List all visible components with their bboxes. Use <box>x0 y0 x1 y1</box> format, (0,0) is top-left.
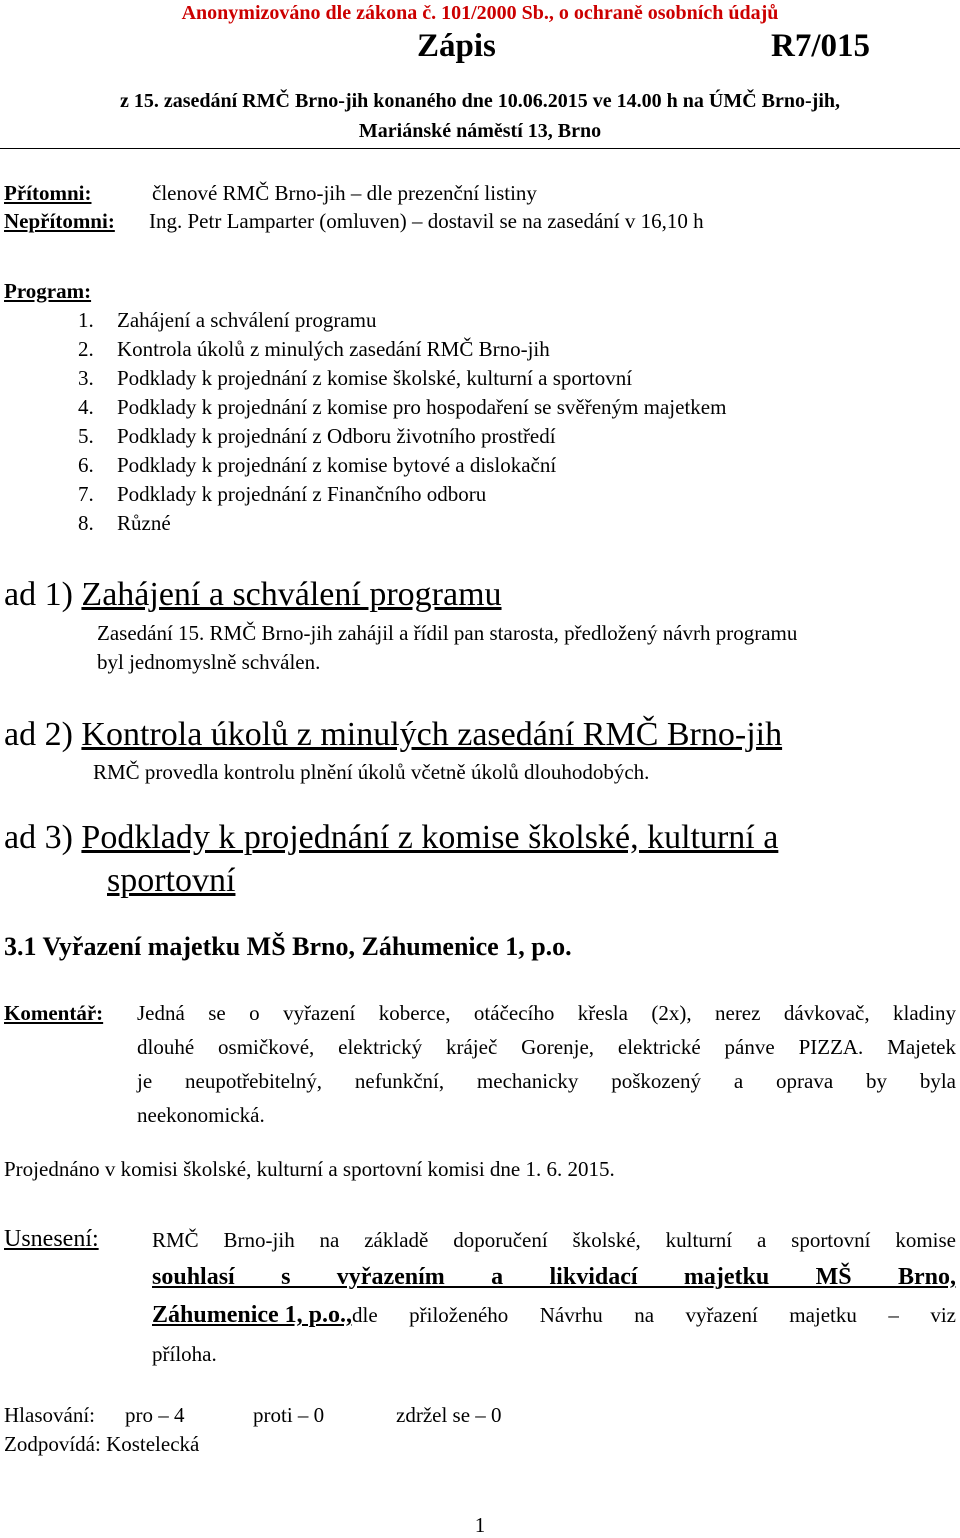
program-item-number: 7. <box>78 482 94 506</box>
program-item <box>78 511 171 536</box>
present-label: Přítomni: <box>4 181 92 205</box>
program-item-text: Zahájení a schválení programu <box>117 308 377 332</box>
present-value: členové RMČ Brno-jih – dle prezenční listiny <box>152 181 537 205</box>
resolution-subject: Záhumenice 1, p.o., <box>152 1302 353 1328</box>
comment-line: je neupotřebitelný, nefunkční, mechanicky poškozený a oprava by byla <box>137 1069 956 1093</box>
program-item-text: Podklady k projednání z Finančního odboru <box>117 482 487 506</box>
program-item <box>78 482 487 507</box>
program-item <box>78 395 727 420</box>
program-item-number: 1. <box>78 308 94 332</box>
responsible-person: Zodpovídá: Kostelecká <box>4 1432 200 1456</box>
section-prefix: ad 2) <box>4 716 82 753</box>
comment-line: dlouhé osmičkové, elektrický kráječ Gorenje, elektrické pánve PIZZA. Majetek <box>137 1035 956 1059</box>
document-title: Zápis <box>417 28 496 64</box>
section-heading-ad1 <box>4 576 502 614</box>
program-item-text: Podklady k projednání z komise školské, kulturní a sportovní <box>117 366 633 390</box>
program-item-text: Podklady k projednání z komise pro hospodaření se svěřeným majetkem <box>117 395 727 419</box>
absent-label: Nepřítomni: <box>4 209 115 233</box>
vote-abstain: zdržel se – 0 <box>396 1403 502 1427</box>
section-prefix: ad 1) <box>4 576 82 613</box>
program-item-text: Různé <box>117 511 171 535</box>
comment-line: neekonomická. <box>137 1103 265 1127</box>
program-item-number: 3. <box>78 366 94 390</box>
resolution-line1: RMČ Brno-jih na základě doporučení školské, kulturní a sportovní komise <box>152 1228 956 1252</box>
page-number: 1 <box>474 1513 486 1537</box>
resolution-line3 <box>152 1302 956 1329</box>
meeting-subtitle-line2: Mariánské náměstí 13, Brno <box>358 120 602 142</box>
ad2-text: RMČ provedla kontrolu plnění úkolů včetně úkolů dlouhodobých. <box>93 760 650 784</box>
program-item-number: 2. <box>78 337 94 361</box>
section-heading-ad2 <box>4 716 782 754</box>
program-item-text: Kontrola úkolů z minulých zasedání RMČ Brno-jih <box>117 337 550 361</box>
comment-line: Jedná se o vyřazení koberce, otáčecího křesla (2x), nerez dávkovač, kladiny <box>137 1001 956 1025</box>
subsection-heading <box>4 932 572 962</box>
program-item-number: 6. <box>78 453 94 477</box>
vote-for: pro – 4 <box>125 1403 185 1427</box>
program-item-text: Podklady k projednání z Odboru životního prostředí <box>117 424 556 448</box>
program-item <box>78 308 377 333</box>
subsection-heading-text: 3.1 Vyřazení majetku MŠ Brno, Záhumenice 1, p.o. <box>4 932 572 961</box>
program-item <box>78 366 633 391</box>
program-item-number: 8. <box>78 511 94 535</box>
section-title: Kontrola úkolů z minulých zasedání RMČ Brno-jih <box>81 716 783 753</box>
program-label: Program: <box>4 279 92 303</box>
program-item <box>78 337 550 362</box>
resolution-label: Usnesení: <box>4 1226 99 1252</box>
section-title-continuation: sportovní <box>107 862 236 899</box>
absent-value: Ing. Petr Lamparter (omluven) – dostavil se na zasedání v 16,10 h <box>149 209 704 233</box>
section-heading-ad3 <box>4 819 778 857</box>
ad1-text-line2: byl jednomyslně schválen. <box>97 650 321 674</box>
program-item-number: 5. <box>78 424 94 448</box>
comment-label: Komentář: <box>4 1001 104 1025</box>
section-title: Podklady k projednání z komise školské, kulturní a <box>81 819 779 856</box>
section-prefix: ad 3) <box>4 819 82 856</box>
program-item-number: 4. <box>78 395 94 419</box>
resolution-line2: souhlasí s vyřazením a likvidací majetku MŠ Brno, <box>152 1264 956 1290</box>
document-number: R7/015 <box>771 28 870 64</box>
resolution-line4: příloha. <box>152 1342 217 1366</box>
resolution-rest: dle přiloženého Návrhu na vyřazení majetku – viz <box>352 1303 956 1327</box>
section-title: Zahájení a schválení programu <box>81 576 502 613</box>
header-divider <box>0 148 960 149</box>
meeting-subtitle-line1: z 15. zasedání RMČ Brno-jih konaného dne 10.06.2015 ve 14.00 h na ÚMČ Brno-jih, <box>119 90 841 112</box>
vote-against: proti – 0 <box>253 1403 325 1427</box>
vote-label: Hlasování: <box>4 1403 95 1427</box>
program-item <box>78 453 557 478</box>
ad1-text-line1: Zasedání 15. RMČ Brno-jih zahájil a řídil pan starosta, předložený návrh programu <box>97 621 798 645</box>
program-item <box>78 424 556 449</box>
program-item-text: Podklady k projednání z komise bytové a dislokační <box>117 453 557 477</box>
anonymization-notice: Anonymizováno dle zákona č. 101/2000 Sb., o ochraně osobních údajů <box>181 2 779 24</box>
discussed-note: Projednáno v komisi školské, kulturní a sportovní komisi dne 1. 6. 2015. <box>4 1157 615 1181</box>
